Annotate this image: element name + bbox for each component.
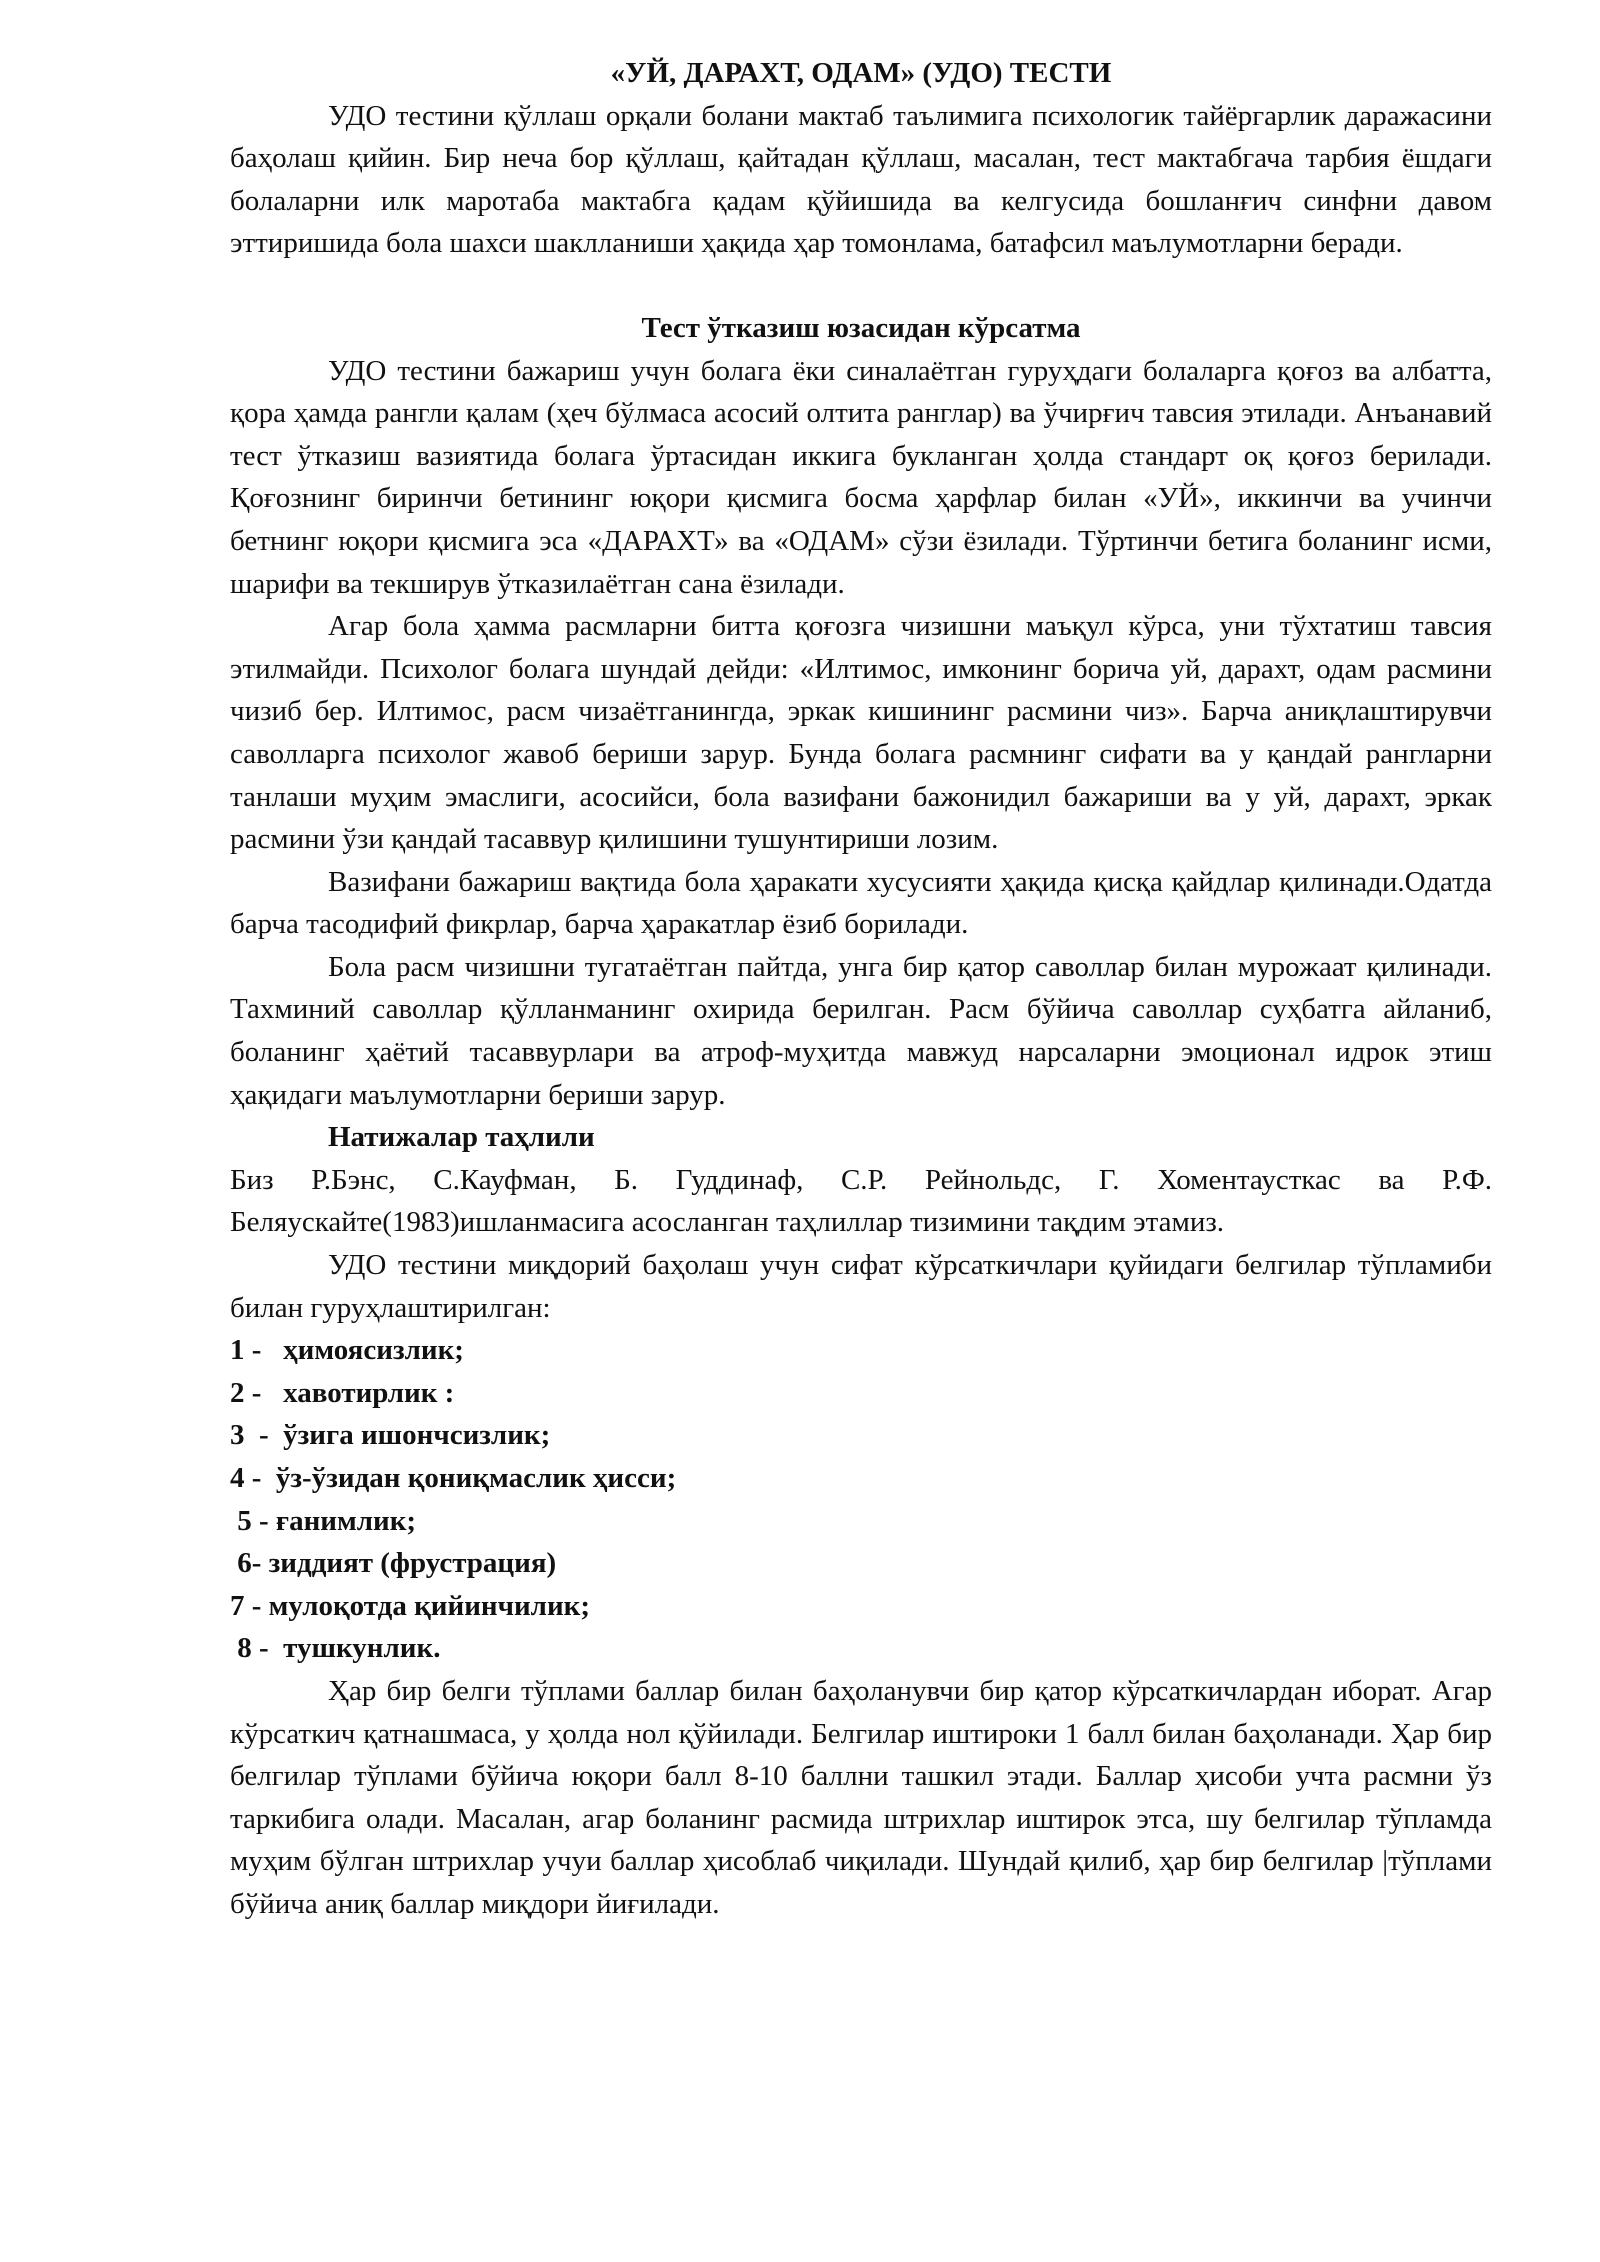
criteria-item: 5 - ғанимлик;	[230, 1504, 417, 1537]
criteria-item: 6- зиддият (фрустрация)	[230, 1547, 557, 1580]
criteria-intro-paragraph: УДО тестини миқдорий баҳолаш учун сифат кўрсаткичлари қуйидаги белгилар тўпламиби билан гуруҳлаштирилган:	[230, 1249, 1492, 1324]
criteria-item: 1 - ҳимоясизлик;	[230, 1334, 464, 1367]
scoring-paragraph: Ҳар бир белги тўплами баллар билан баҳоланувчи бир қатор кўрсаткичлардан иборат. Агар кўрсаткич қатнашмаса, у ҳолда нол қўйилади. Белгилар иштироки 1 балл билан баҳоланади. Ҳар бир белгилар тўплами бўйича юқори балл 8-10 баллни ташкил этади. Баллар ҳисоби учта расмни ўз таркибига олади. Масалан, агар боланинг расмида штрихлар иштирок этса, шу белгилар тўпламда муҳим бўлган штрихлар учуи баллар ҳисоблаб чиқилади. Шундай қилиб, ҳар бир белгилар |тўплами бўйича аниқ баллар миқдори йиғилади.	[230, 1674, 1492, 1920]
authors-paragraph: Биз Р.Бэнс, С.Кауфман, Б. Гуддинаф, С.Р. Рейнольдс, Г. Хоментаусткас ва Р.Ф. Беляускайте(1983)ишланмасига асосланган таҳлиллар тизимини тақдим этамиз.	[230, 1163, 1492, 1239]
criteria-list	[230, 1329, 1492, 1670]
criteria-item: 7 - мулоқотда қийинчилик;	[230, 1589, 591, 1622]
instructions-paragraph: Бола расм чизишни тугатаётган пайтда, унга бир қатор саволлар билан мурожаат қилинади. Тахминий саволлар қўлланманинг охирида берилган. Расм бўйича саволлар суҳбатга айланиб, боланинг ҳаётий тасаввурлари ва атроф-муҳитда мавжуд нарсаларни эмоционал идрок этиш ҳақидаги маълумотларни бериши зарур.	[230, 950, 1492, 1111]
criteria-item: 8 - тушкунлик.	[230, 1632, 441, 1665]
document-title: «УЙ, ДАРАХТ, ОДАМ» (УДО) ТЕСТИ	[610, 57, 1112, 89]
instructions-paragraph: УДО тестини бажариш учун болага ёки синалаётган гуруҳдаги болаларга қоғоз ва албатта, қора ҳамда рангли қалам (ҳеч бўлмаса асосий олтита ранглар) ва ўчирғич тавсия этилади. Анъанавий тест ўтказиш вазиятида болага ўртасидан иккига букланган ҳолда стандарт оқ қоғоз берилади. Қоғознинг биринчи бетининг юқори қисмига босма ҳарфлар билан «УЙ», иккинчи ва учинчи бетнинг юқори қисмига эса «ДАРАХТ» ва «ОДАМ» сўзи ёзилади. Тўртинчи бетига боланинг исми, шарифи ва текширув ўтказилаётган сана ёзилади.	[230, 354, 1492, 600]
instructions-paragraph: Агар бола ҳамма расмларни битта қоғозга чизишни маъқул кўрса, уни тўхтатиш тавсия этилмайди. Психолог болага шундай дейди: «Илтимос, имконинг борича уй, дарахт, одам расмини чизиб бер. Илтимос, расм чизаётганингда, эркак кишининг расмини чиз». Барча аниқлаштирувчи саволларга психолог жавоб бериши зарур. Бунда болага расмнинг сифати ва у қандай рангларни танлаши муҳим эмаслиги, асосийси, бола вазифани бажонидил бажариши ва у уй, дарахт, эркак расмини ўзи қандай тасаввур қилишини тушунтириши лозим.	[230, 610, 1492, 856]
instructions-heading: Тест ўтказиш юзасидан кўрсатма	[641, 311, 1081, 344]
analysis-heading: Натижалар таҳлили	[328, 1121, 595, 1154]
criteria-item: 3 - ўзига ишончсизлик;	[230, 1419, 551, 1452]
intro-paragraph: УДО тестини қўллаш орқали болани мактаб таълимига психологик тайёргарлик даражасини баҳолаш қийин. Бир неча бор қўллаш, қайтадан қўллаш, масалан, тест мактабгача тарбия ёшдаги болаларни илк маротаба мактабга қадам қўйишида ва келгусида бошланғич синфни давом эттиришида бола шахси шаклланиши ҳақида ҳар томонлама, батафсил маълумотларни беради.	[230, 99, 1492, 260]
instructions-paragraph: Вазифани бажариш вақтида бола ҳаракати хусусияти ҳақида қисқа қайдлар қилинади.Одатда барча тасодифий фикрлар, барча ҳаракатлар ёзиб борилади.	[230, 865, 1492, 941]
criteria-item: 4 - ўз-ўзидан қониқмаслик ҳисси;	[230, 1462, 677, 1494]
criteria-item: 2 - хавотирлик :	[230, 1376, 455, 1409]
